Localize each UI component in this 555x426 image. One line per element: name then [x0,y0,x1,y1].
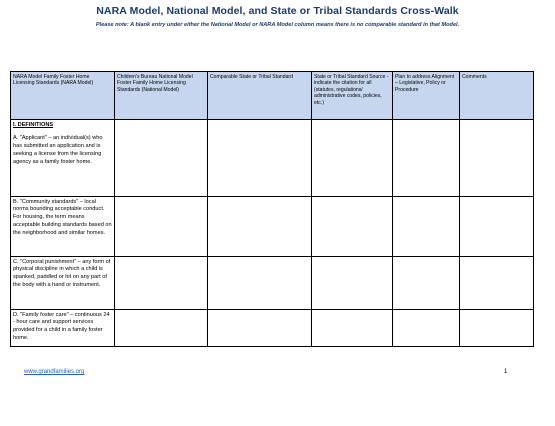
table-cell [208,120,312,197]
definition-text: D. "Family foster care" – continuous 24 - hour care and support services provided for a child in a family foster home. [13,311,110,342]
crosswalk-table [10,71,534,347]
table-cell [312,310,393,347]
definition-cell [11,310,115,347]
table-cell [393,310,460,347]
footer-website-link[interactable]: www.grandfamilies.org [24,369,85,375]
definition-cell [11,257,115,310]
table-header-row [11,72,534,120]
document-note: Please note: A blank entry under either the National Model or NARA Model column means there is no comparable standard in that Model. [95,22,460,28]
document-title: NARA Model, National Model, and State or Tribal Standards Cross-Walk [96,5,459,17]
table-cell [115,120,208,197]
table-cell [312,120,393,197]
table-cell [460,120,534,197]
table-row [11,310,534,347]
table-cell [460,197,534,257]
table-cell [208,197,312,257]
header-standard-source: State or Tribal Standard Source - indicate the citation for all (statutes, regulations/ administrative codes, policies, etc.) [312,72,393,120]
table-cell [312,197,393,257]
section-heading: I. DEFINITIONS [13,121,54,128]
table-cell [460,310,534,347]
table-cell [460,257,534,310]
page-number: 1 [504,369,508,375]
table-cell [208,257,312,310]
table-row [11,120,534,197]
header-nara-model: NARA Model Family Foster Home Licensing Standards (NARA Model) [11,72,115,120]
header-comments: Comments [460,72,534,120]
definition-text: A. "Applicant" – an individual(s) who has submitted an application and is seeking a license from the licensing agency as a family foster home. [13,135,103,166]
table-cell [115,310,208,347]
header-alignment-plan: Plan to address Alignment – Legislative, Policy or Procedure [393,72,460,120]
table-row [11,197,534,257]
table-cell [393,197,460,257]
table-cell [115,257,208,310]
table-cell [208,310,312,347]
header-national-model: Children's Bureau National Model Foster Family Home Licensing Standards (National Model) [115,72,208,120]
definition-text: C. "Corporal punishment" – any form of physical discipline in which a child is spanked, paddled or hit on any part of the body with a hand or instrument. [13,258,111,289]
table-cell [115,197,208,257]
definition-text: B. "Community standards" – local norms bounding acceptable conduct. For housing, the term means acceptable building standards based on the neighborhood and similar homes. [13,198,112,237]
table-cell [312,257,393,310]
definition-cell [11,197,115,257]
table-row [11,257,534,310]
definition-cell [11,120,115,197]
table-cell [393,257,460,310]
table-cell [393,120,460,197]
header-comparable-standard: Comparable State or Tribal Standard [208,72,312,120]
